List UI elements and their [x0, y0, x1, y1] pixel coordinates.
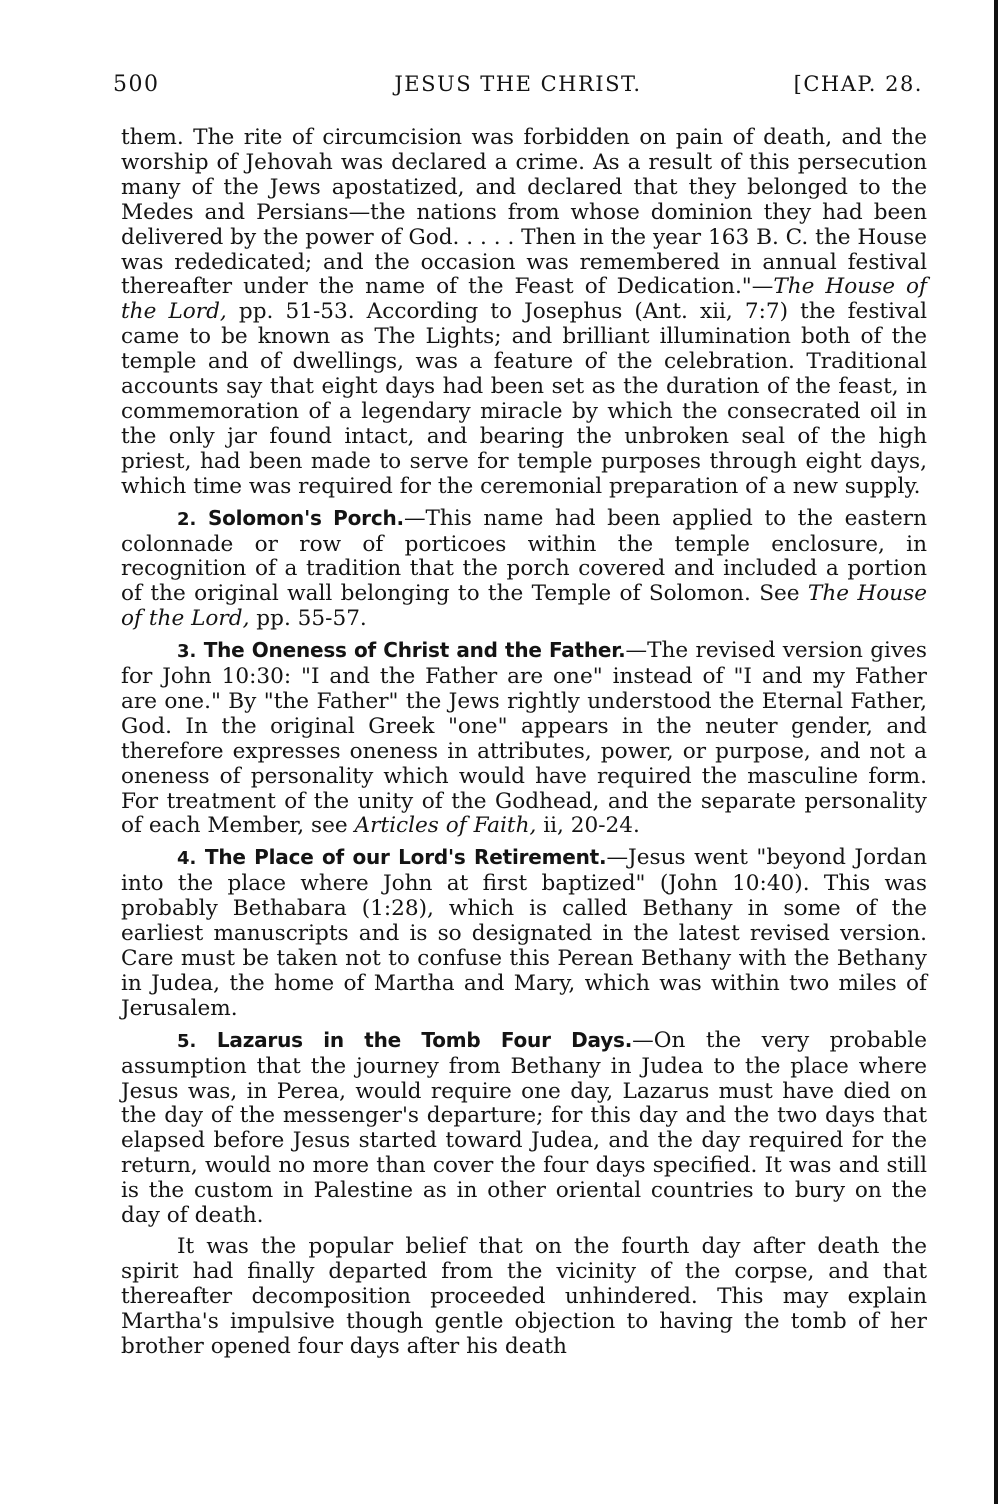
note-number: 3.	[177, 641, 197, 663]
continuation-paragraph	[121, 126, 927, 500]
closing-paragraph: It was the popular belief that on the fourth day after death the spirit had finally departed from the vicinity of the corpse, and that thereafter decomposition proceeded unhindered. This may explain Martha's impulsive though gentle objection to having the tomb of her brother opened four days after his death	[121, 1233, 927, 1359]
chapter-label: [CHAP. 28.	[793, 72, 923, 96]
note-2	[121, 506, 927, 633]
note-5	[121, 1028, 927, 1229]
note-number: 4.	[177, 848, 197, 870]
note-number: 2.	[177, 508, 197, 530]
running-header	[113, 70, 923, 104]
note-text: —On the very probable assumption that the journey from Bethany in Judea to the place where Jesus was, in Perea, would require one day, Lazarus must have died on the day of the messenger's departure; for this day and the two days that elapsed before Jesus started toward Judea, and the day required for the return, would no more than cover the four days specified. It was and still is the custom in Palestine as in other oriental countries to bury on the day of death.	[121, 1027, 927, 1229]
continuation-citation: The House of the Lord,	[121, 274, 927, 325]
note-tail: ii, 20-24.	[536, 813, 640, 839]
note-citation: Articles of Faith,	[354, 813, 537, 839]
note-heading: Solomon's Porch.	[207, 505, 404, 530]
note-text: —Jesus went "beyond Jordan into the place where John at first baptized" (John 10:40). This was probably Bethabara (1:28), which is called Bethany in some of the earliest manuscripts and is so designated in the latest revised version. Care must be taken not to confuse this Perean Bethany with the Bethany in Judea, the home of Martha and Mary, which was within two miles of Jerusalem.	[121, 845, 927, 1021]
note-heading: The Place of our Lord's Retirement.	[204, 845, 607, 870]
book-title: JESUS THE CHRIST.	[394, 72, 642, 96]
continuation-text-b: pp. 51-53. According to Josephus (Ant. xii, 7:7) the festival came to be known as The Lights; and brilliant illumination both of the temple and of dwellings, was a feature of the celebration. Traditional accounts say that eight days had been set as the duration of the feast, in commemoration of a legendary miracle by which the consecrated oil in the only jar found intact, and bearing the unbroken seal of the high priest, had been made to serve for temple purposes through eight days, which time was required for the ceremonial preparation of a new supply.	[121, 299, 927, 499]
page-number: 500	[113, 72, 160, 97]
page-edge-border	[994, 0, 998, 1504]
continuation-text-a: them. The rite of circumcision was forbidden on pain of death, and the worship of Jehovah was declared a crime. As a result of this persecution many of the Jews apostatized, and declared that they belonged to the Medes and Persians—the nations from whose dominion they had been delivered by the power of God. . . . . Then in the year 163 B. C. the House was rededicated; and the occasion was remembered in annual festival thereafter under the name of the Feast of Dedication."—	[121, 125, 927, 300]
note-text: —The revised version gives for John 10:30: "I and the Father are one" instead of "I and my Father are one." By "the Father" the Jews rightly understood the Eternal Father, God. In the original Greek "one" appears in the neuter gender, and therefore expresses oneness in attributes, power, or purpose, and not a oneness of personality which would have required the masculine form. For treatment of the unity of the Godhead, and the separate personality of each Member, see	[121, 638, 927, 839]
note-number: 5.	[177, 1030, 197, 1052]
page-body	[121, 126, 927, 1360]
note-tail: pp. 55-57.	[249, 606, 367, 632]
note-heading: The Oneness of Christ and the Father.	[203, 638, 626, 663]
note-text: —This name had been applied to the eastern colonnade or row of porticoes within the temple enclosure, in recognition of a tradition that the porch covered and included a portion of the original wall belonging to the Temple of Solomon. See	[121, 505, 927, 607]
note-citation: The House of the Lord,	[121, 581, 927, 632]
note-3	[121, 638, 927, 839]
note-heading: Lazarus in the Tomb Four Days.	[216, 1027, 633, 1052]
note-4	[121, 845, 927, 1021]
